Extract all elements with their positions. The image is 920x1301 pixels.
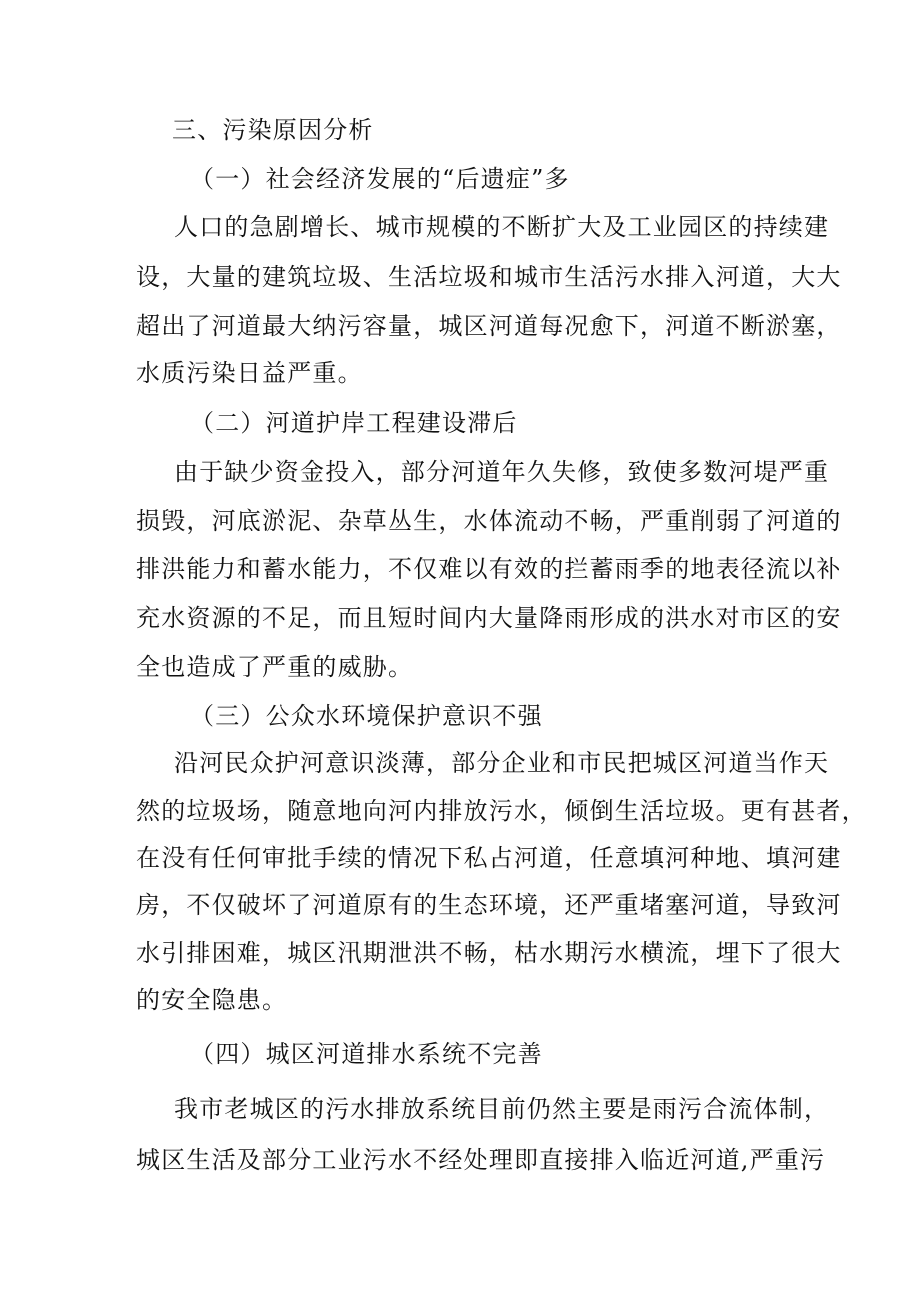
paragraph-line: 城区生活及部分工业污水不经处理即直接排入临近河道,严重污: [136, 1146, 826, 1174]
subsection-title-3: （三）公众水环境保护意识不强: [190, 702, 543, 730]
paragraph-line: 超出了河道最大纳污容量，城区河道每况愈下，河道不断淤塞，: [136, 312, 842, 340]
subsection-title-1: （一）社会经济发展的“后遗症”多: [190, 165, 570, 193]
section-title: 三、污染原因分析: [172, 116, 374, 144]
paragraph-line: 人口的急剧增长、城市规模的不断扩大及工业园区的持续建: [174, 213, 830, 241]
paragraph-line: 房，不仅破坏了河道原有的生态环境，还严重堵塞河道，导致河: [136, 891, 842, 919]
paragraph-line: 设，大量的建筑垃圾、生活垃圾和城市生活污水排入河道，大大: [136, 263, 842, 291]
subsection-title-4: （四）城区河道排水系统不完善: [190, 1040, 543, 1068]
subsection-title-2: （二）河道护岸工程建设滞后: [190, 409, 518, 437]
paragraph-line: 由于缺少资金投入，部分河道年久失修，致使多数河堤严重: [174, 458, 830, 486]
paragraph-line: 排洪能力和蓄水能力，不仅难以有效的拦蓄雨季的地表径流以补: [136, 555, 842, 583]
paragraph-line: 我市老城区的污水排放系统目前仍然主要是雨污合流体制，: [174, 1095, 830, 1123]
paragraph-line: 水质污染日益严重。: [136, 359, 363, 387]
paragraph-line: 充水资源的不足，而且短时间内大量降雨形成的洪水对市区的安: [136, 604, 842, 632]
paragraph-line: 沿河民众护河意识淡薄，部分企业和市民把城区河道当作天: [174, 749, 830, 777]
paragraph-line: 的安全隐患。: [136, 986, 288, 1014]
paragraph-line: 水引排困难，城区汛期泄洪不畅，枯水期污水横流，埋下了很大: [136, 939, 842, 967]
paragraph-line: 在没有任何审批手续的情况下私占河道，任意填河种地、填河建: [136, 844, 842, 872]
paragraph-line: 损毁，河底淤泥、杂草丛生，水体流动不畅，严重削弱了河道的: [136, 507, 842, 535]
paragraph-line: 然的垃圾场，随意地向河内排放污水，倾倒生活垃圾。更有甚者，: [136, 797, 867, 825]
paragraph-line: 全也造成了严重的威胁。: [136, 653, 414, 681]
